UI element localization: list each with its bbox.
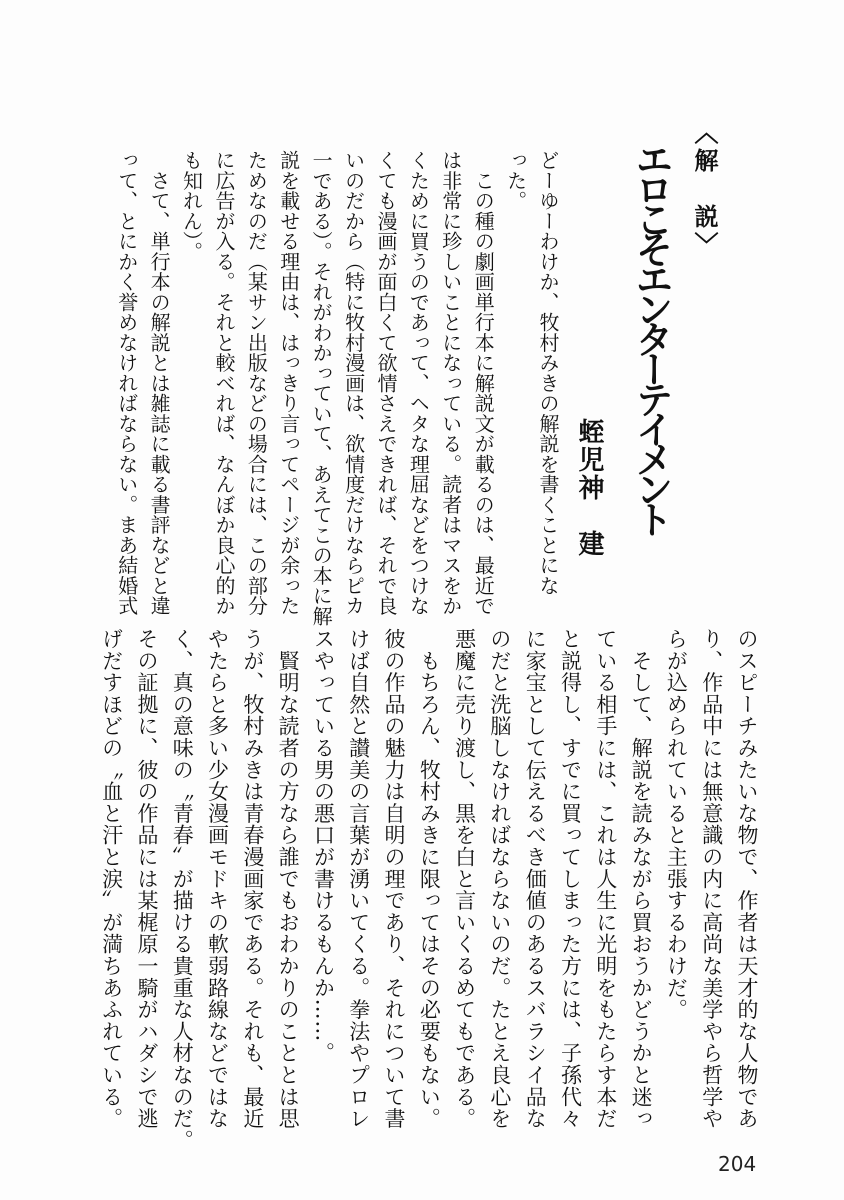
text-column: った。 — [503, 150, 528, 211]
text-column: この種の劇画単行本に解説文が載るのは、最近で — [471, 150, 496, 616]
text-column: と説得し、すでに買ってしまった方には、子孫代々 — [558, 628, 583, 1130]
text-column: ている相手には、これは人生に光明をもたらす本だ — [593, 628, 618, 1130]
text-column: そして、解説を読みながら買おうかどうかと迷っ — [629, 628, 654, 1130]
text-column: もちろん、牧村みきに限ってはその必要もない。 — [417, 628, 442, 1130]
body-text-upper — [110, 150, 564, 626]
text-column: に広告が入る。それと較べれば、なんぼか良心的か — [211, 150, 236, 616]
section-label: 〈解 説〉 — [690, 120, 719, 260]
text-column: は非常に珍しいことになっている。読者はマスをか — [438, 150, 463, 616]
text-column: 賢明な読者の方なら誰でもおわかりのこととは思 — [276, 628, 301, 1130]
text-column: り、作品中には無意識の内に高尚な美学やら哲学や — [699, 628, 724, 1130]
text-column: くても漫画が面白くて欲情さえできれば、それで良 — [373, 150, 398, 616]
text-column: く、真の意味の〝青春〟が描ける貴重な人材なのだ。 — [170, 628, 195, 1152]
text-column: 一である）。それがわかっていて、あえてこの本に解 — [309, 150, 334, 626]
text-column: らが込められていると主張するわけだ。 — [664, 628, 689, 1021]
text-column: いのだから（特に牧村漫画は、欲情度だけならピカ — [341, 150, 366, 616]
article-title: エロこそエンターテイメント — [629, 140, 673, 530]
text-column: も知れん）。 — [179, 150, 204, 262]
text-column: 説を載せる理由は、はっきり言ってページが余った — [276, 150, 301, 616]
text-column: どーゆーわけか、牧村みきの解説を書くことにな — [536, 150, 560, 596]
text-column: くために買うのであって、ヘタな理屈などをつけな — [406, 150, 431, 616]
text-column: ためなのだ（某サン出版などの場合には、この部分 — [244, 150, 269, 616]
text-column: スやっている男の悪口が書けるもんか……。 — [311, 628, 336, 1064]
text-column: のだと洗脳しなければならないのだ。たとえ良心を — [487, 628, 512, 1130]
text-column: やたらと多い少女漫画モドキの軟弱路線などではな — [205, 628, 230, 1130]
text-column: その証拠に、彼の作品には某梶原一騎がハダシで逃 — [134, 628, 159, 1130]
text-column: 彼の作品の魅力は自明の理であり、それについて書 — [382, 628, 407, 1130]
page-number: 204 — [718, 1152, 757, 1176]
text-column: って、とにかく誉めなければならない。まあ結婚式 — [114, 150, 139, 616]
text-column: 悪魔に売り渡し、黒を白と言いくるめてもである。 — [452, 628, 477, 1130]
body-text-lower — [93, 628, 764, 1152]
text-column: のスピーチみたいな物で、作者は天才的な人物であ — [735, 628, 759, 1130]
text-column: けば自然と讃美の言葉が湧いてくる。拳法やプロレ — [346, 628, 371, 1130]
text-column: さて、単行本の解説とは雑誌に載る書評などと違 — [147, 150, 172, 616]
text-column: に家宝として伝えるべき価値のあるスバラシイ品な — [523, 628, 548, 1130]
author-name: 蛭児神 建 — [574, 418, 604, 558]
text-column: うが、牧村みきは青春漫画家である。それも、最近 — [240, 628, 265, 1130]
text-column: げだすほどの〝血と汗と涙〟が満ちあふれている。 — [99, 628, 124, 1130]
